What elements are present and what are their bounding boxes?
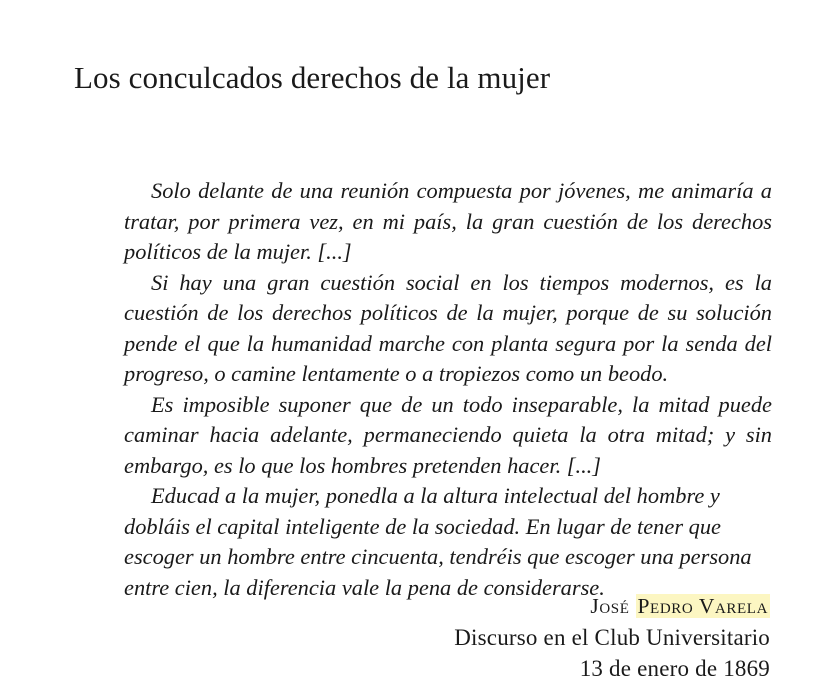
attribution	[454, 591, 770, 684]
speech-date: 13 de enero de 1869	[579, 656, 770, 681]
speech-source: Discurso en el Club Universitario	[454, 625, 770, 650]
quote-paragraph: Educad a la mujer, ponedla a la altura intelectual del hombre y dobláis el capital inteligente de la sociedad. En lugar de tener que escoger un hombre entre cincuenta, tendréis que escoger una persona entre cien, la diferencia vale la pena de considerarse.	[124, 483, 752, 600]
quote-paragraph: Solo delante de una reunión compuesta por jóvenes, me animaría a tratar, por primera vez, en mi país, la gran cuestión de los derechos políticos de la mujer. [...]	[124, 178, 772, 264]
page-title: Los conculcados derechos de la mujer	[74, 60, 551, 95]
author-first-name: José	[590, 594, 630, 618]
quote-block	[124, 176, 772, 603]
author-highlighted-name: Pedro Varela	[637, 594, 768, 618]
author-name	[454, 591, 770, 622]
quote-paragraph: Si hay una gran cuestión social en los tiempos modernos, es la cuestión de los derechos políticos de la mujer, porque de su solución pende el que la humanidad marche con planta segura por la senda del progreso, o camine lentamente o a tropiezos como un beodo.	[124, 269, 772, 386]
quote-paragraph: Es imposible suponer que de un todo inseparable, la mitad puede caminar hacia adelante, permaneciendo quieta la otra mitad; y sin embargo, es lo que los hombres pretenden hacer. [...]	[124, 391, 772, 478]
